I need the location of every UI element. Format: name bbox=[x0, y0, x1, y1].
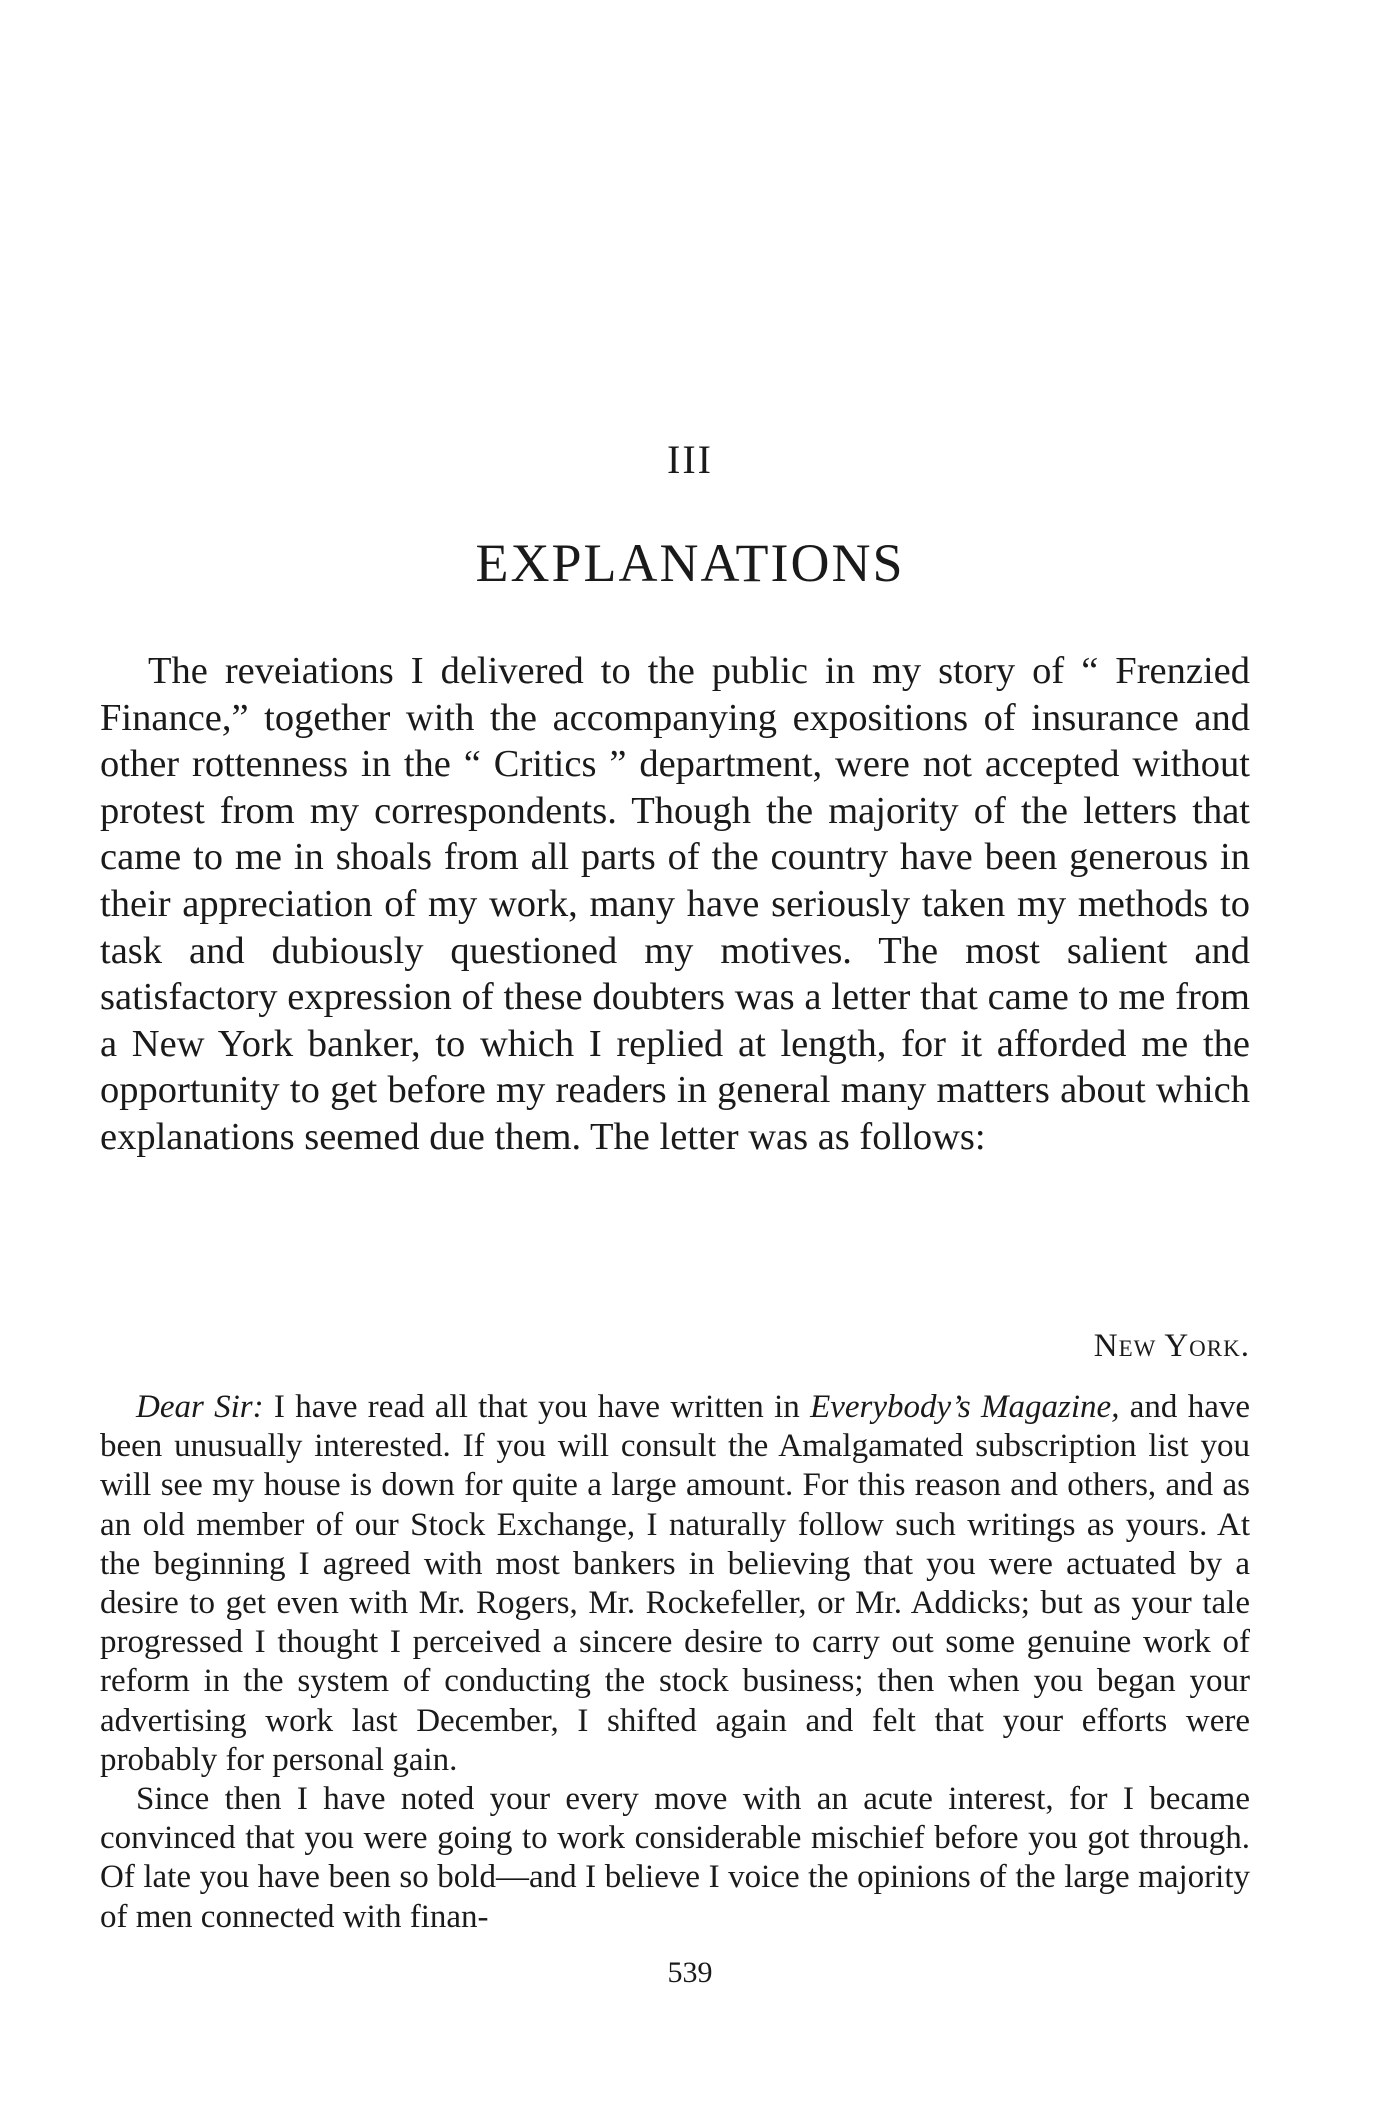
chapter-title: EXPLANATIONS bbox=[475, 533, 905, 593]
chapter-number: III bbox=[667, 437, 713, 482]
letter-text-segment: I have read all that you have written in bbox=[263, 1389, 811, 1425]
body-paragraph: The reveiations I delivered to the public in my story of “ Frenzied Finance,” together with the accompanying expositions of insurance and other rottenness in the “ Critics ” department, were not accepted without protest from my correspondents. Though the majority of the letters that came to me in shoals from all parts of the country have been generous in their appreciation of my work, many have seriously taken my methods to task and dubiously questioned my motives. The most salient and satisfactory expression of these doubters was a letter that came to me from a New York banker, to which I replied at length, for it afforded me the opportunity to get before my readers in general many matters about which explanations seemed due them. The letter was as follows: bbox=[100, 650, 1250, 1158]
magazine-title: Everybody’s Magazine, bbox=[810, 1389, 1120, 1425]
letter-text-segment: and have been unusually interested. If you will consult the Amalgamated subscription list you will see my house is down for quite a large amount. For this reason and others, and as an old member of our Stock Exchange, I naturally follow such writings as yours. At the beginning I agreed with most bankers in believing that you were actuated by a desire to get even with Mr. Rogers, Mr. Rockefeller, or Mr. Addicks; but as your tale progressed I thought I perceived a sincere desire to carry out some genuine work of reform in the system of conducting the stock business; then when you began your advertising work last December, I shifted again and felt that your efforts were probably for personal gain. bbox=[100, 1389, 1250, 1778]
letter-body bbox=[100, 1388, 1250, 1937]
page-number: 539 bbox=[667, 1956, 713, 1989]
letter-place: New York. bbox=[1093, 1328, 1250, 1364]
letter-salutation: Dear Sir: bbox=[136, 1389, 264, 1425]
letter-paragraph-2: Since then I have noted your every move with an acute interest, for I became convinced that you were going to work considerable mischief before you got through. Of late you have been so bold—and I believe I voice the opinions of the large majority of men connected with finan- bbox=[100, 1781, 1250, 1935]
letter-paragraph-1 bbox=[100, 1388, 1250, 1780]
